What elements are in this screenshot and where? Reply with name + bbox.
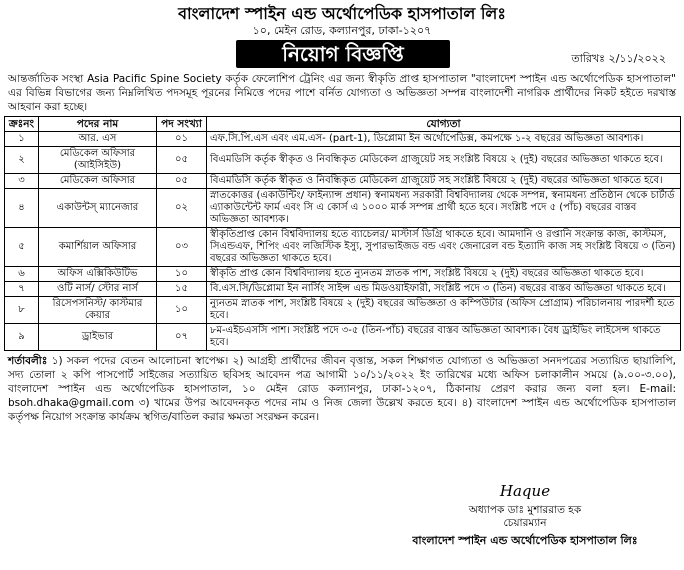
row-qualification: বি.এস.সি/ডিপ্লোমা ইন নার্সিং সাইন্স এন্ড মিডওয়াইফারী, সংশ্লিষ্ট পদে ৩ (তিন) বছরের বাস্তব অভিজ্ঞতা থাকতে হবে।	[207, 282, 681, 297]
row-post: মেডিকেল অফিসার	[39, 174, 157, 189]
title-row	[4, 40, 680, 70]
row-post: মেডিকেল অফিসার (আইসিইউ)	[39, 147, 157, 174]
row-post: একাউন্টস্ ম্যানেজার	[39, 189, 157, 228]
table-row	[5, 147, 681, 174]
row-serial: ৭	[5, 282, 39, 297]
row-serial: ৮	[5, 297, 39, 324]
table-row	[5, 132, 681, 147]
row-qualification: স্বীকৃতিপ্রাপ্ত কোন বিশ্ববিদ্যালয় হতে ব্যাচেলর/ মাস্টার্স ডিগ্রি থাকতে হবে। আমদানি ও রপ্তানি সংক্রান্ত কাজ, কাস্টমস, সিএন্ডএফ, শিপিং এবং লজিস্টিক ইস্যু, সুপারভাইজড বন্ড এবং জেনারেল বন্ড ইত্যাদি কাজ সহ সংশ্লিষ্ট বিষয়ে ৩ (তিন) বছরের অভিজ্ঞতা থাকতে হবে।	[207, 228, 681, 267]
row-count: ১০	[157, 267, 207, 282]
terms-paragraph	[8, 354, 676, 424]
row-post: ওটি নার্স/ স্টোর নার্স	[39, 282, 157, 297]
row-count: ০১	[157, 132, 207, 147]
table-header-row	[5, 117, 681, 132]
terms-text: ১) সকল পদের বেতন আলোচনা স্বাপেক্ষ। ২) আগ্রহী প্রার্থীদের জীবন বৃত্তান্ত, সকল শিক্ষাগত যোগ্যতা ও অভিজ্ঞতা সনদপত্রের সত্যায়িত ছায়ালিপি, সদ্য তোলা ২ কপি পাসপোর্ট সাইজের সত্যায়িত ছবিসহ আবেদন পত্র আগামী ১০/১১/২০২২ ইং তারিখের মধ্যে অফিস চলাকালীন সময়ে (৯.০০-৩.০০), বাংলাদেশ স্পাইন এন্ড অর্থোপেডিক হাসপাতাল, ১০ মেইন রোড কল্যানপুর, ঢাকা-১২০৭, ঠিকানায় প্রেরণ করার জন্য বলা হল। E-mail: bsoh.dhaka@gmail.com ৩) খামের উপর আবেদনকৃত পদের নাম ও নিজ জেলা উল্লেখ করতে হবে। ৪) বাংলাদেশ স্পাইন এন্ড অর্থোপেডিক হাসপাতাল কর্তৃপক্ষ নিয়োগ সংক্রান্ত কার্যক্রম স্থগিত/বাতিল করার ক্ষমতা সংরক্ষন করেন।	[8, 355, 676, 423]
signature-mark: Haque	[499, 482, 551, 500]
row-serial: ১	[5, 132, 39, 147]
row-count: ০৫	[157, 174, 207, 189]
row-count: ১০	[157, 297, 207, 324]
row-post: আর. এস	[39, 132, 157, 147]
signatory-role: চেয়ারম্যান	[503, 517, 547, 529]
table-row	[5, 297, 681, 324]
hospital-name: বাংলাদেশ স্পাইন এন্ড অর্থোপেডিক হাসপাতাল লিঃ	[178, 4, 506, 23]
intro-paragraph: আন্তর্জাতিক সংস্থা Asia Pacific Spine Society কর্তৃক ফেলোশিপ ট্রেনিং এর জন্য স্বীকৃতি প্রাপ্ত হাসপাতাল "বাংলাদেশ স্পাইন এন্ড অর্থোপেডিক হাসপাতাল" এর বিভিন্ন বিভাগের জন্য নিম্নলিখিত পদসমূহ পূরনের নিমিত্তে পদের পাশে বর্নিত যোগ্যতা ও অভিজ্ঞতা সম্পন্ন বাংলাদেশী নাগরিক প্রার্থীদের নিকট হইতে দরখাস্ত আহবান করা হচ্ছে।	[8, 73, 676, 113]
row-qualification: ৮ম-এইচএসসি পাশ। সংশ্লিষ্ট পদে ৩-৫ (তিন-পাঁচ) বছরের বাস্তব অভিজ্ঞতা আবশ্যক। বৈধ ড্রাইভিং লাইসেন্স থাকতে হবে।	[207, 324, 681, 351]
table-row	[5, 267, 681, 282]
notice-date: তারিখঃ ২/১১/২০২২	[571, 52, 666, 65]
header-count: পদ সংখ্যা	[157, 117, 207, 132]
row-post: ড্রাইভার	[39, 324, 157, 351]
signatory-hospital: বাংলাদেশ স্পাইন এন্ড অর্থোপেডিক হাসপাতাল লিঃ	[412, 534, 638, 547]
row-qualification: স্বীকৃতি প্রাপ্ত কোন বিশ্ববিদ্যালয় হতে ন্যুনতম স্নাতক পাশ, সংশ্লিষ্ট বিষয়ে ২ (দুই) বছরের অভিজ্ঞতা থাকতে হবে।	[207, 267, 681, 282]
signatory-name: অধ্যাপক ডাঃ মুশাররাত হক	[468, 504, 582, 516]
terms-label: শর্তাবলীঃ	[8, 355, 48, 367]
table-row	[5, 282, 681, 297]
signature-block	[410, 482, 640, 549]
row-serial: ৩	[5, 174, 39, 189]
jobs-table	[4, 116, 681, 351]
row-serial: ৬	[5, 267, 39, 282]
row-qualification: বিএমডিসি কর্তৃক স্বীকৃত ও নিবন্ধিকৃত মেডিকেল গ্রাজুয়েট সহ সংশ্লিষ্ট বিষয়ে ২ (দুই) বছরের অভিজ্ঞতা থাকতে হবে।	[207, 174, 681, 189]
row-serial: ৫	[5, 228, 39, 267]
hospital-address: ১০, মেইন রোড, কল্যানপুর, ঢাকা-১২০৭	[252, 24, 432, 37]
table-row	[5, 324, 681, 351]
header-serial: ক্রঃনং	[5, 117, 39, 132]
header-qualification: যোগ্যতা	[207, 117, 681, 132]
row-count: ০৫	[157, 147, 207, 174]
table-row	[5, 174, 681, 189]
table-row	[5, 228, 681, 267]
row-post: অফিস এক্সিকিউটিভ	[39, 267, 157, 282]
row-qualification: স্নাতকোত্তর (একাউন্টিং/ ফাইন্যান্স প্রধান) স্বনামধন্য সরকারী বিশ্ববিদ্যালয় থেকে সম্পন্ন, স্বনামধন্য প্রতিষ্ঠান থেকে চার্টার্ড এ্যাকাউন্টেন্ট ফার্ম এবং সি এ কোর্স এ ১০০০ মার্ক সম্পন্ন প্রার্থী হতে হবে। সংশ্লিষ্ট পদে ৫ (পাঁচ) বছরের বাস্তব অভিজ্ঞতা আবশ্যক।	[207, 189, 681, 228]
row-qualification: এফ.সি.পি.এস এবং এম.এস- (part-1), ডিপ্লোমা ইন অর্থোপেডিক্স, কমপক্ষে ১-২ বছরের অভিজ্ঞতা আবশ্যক।	[207, 132, 681, 147]
row-count: ১৫	[157, 282, 207, 297]
row-serial: ৪	[5, 189, 39, 228]
row-count: ০৭	[157, 324, 207, 351]
row-qualification: ন্যুনতম স্নাতক পাশ, সংশ্লিষ্ট বিষয়ে ২ (দুই) বছরের অভিজ্ঞতা ও কম্পিউটার (অফিস প্রোগ্রাম) পরিচালনায় পারদর্শী হতে হবে।	[207, 297, 681, 324]
header-post: পদের নাম	[39, 117, 157, 132]
table-row	[5, 189, 681, 228]
row-post: কমার্শিয়াল অফিসার	[39, 228, 157, 267]
row-count: ০২	[157, 189, 207, 228]
notice-title: নিয়োগ বিজ্ঞপ্তি	[236, 40, 450, 68]
row-qualification: বিএমডিসি কর্তৃক স্বীকৃত ও নিবন্ধিকৃত মেডিকেল গ্রাজুয়েট সহ সংশ্লিষ্ট বিষয়ে ২ (দুই) বছরের অভিজ্ঞতা থাকতে হবে।	[207, 147, 681, 174]
row-serial: ৯	[5, 324, 39, 351]
row-serial: ২	[5, 147, 39, 174]
row-count: ০৩	[157, 228, 207, 267]
row-post: রিসেপসনিস্ট/ কাস্টমার কেয়ার	[39, 297, 157, 324]
